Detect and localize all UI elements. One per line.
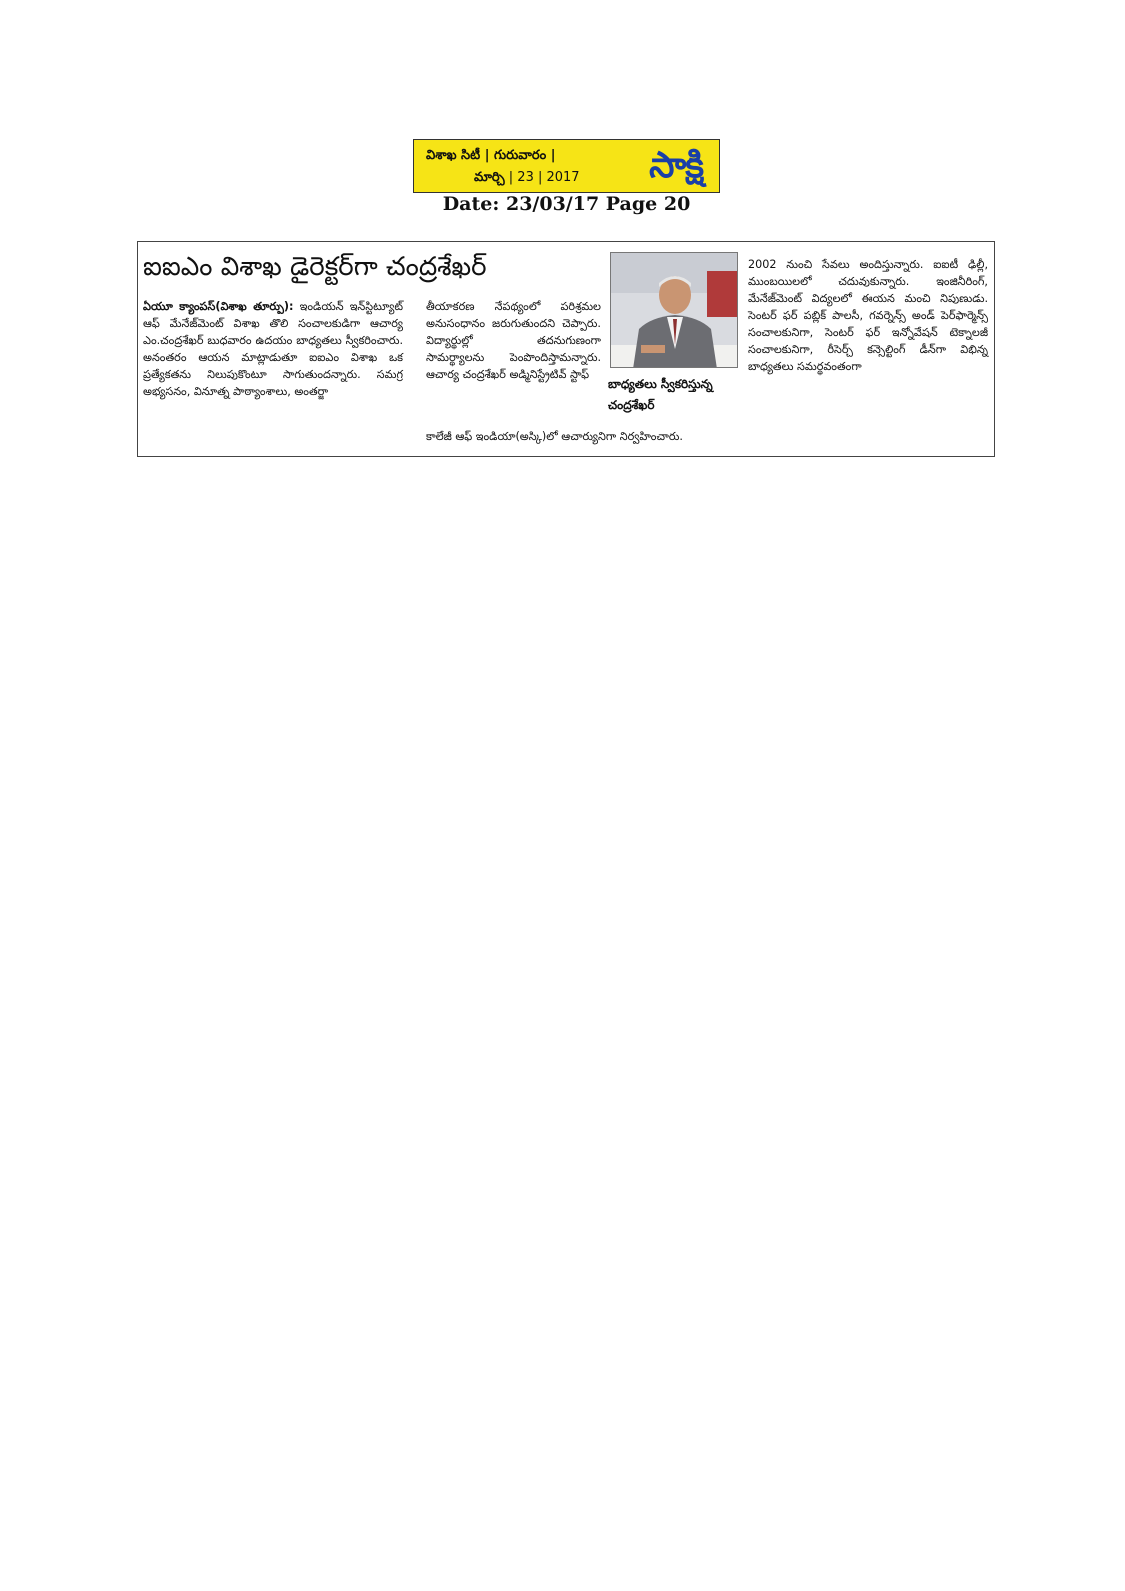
- article-headline: ఐఐఎం విశాఖ డైరెక్టర్‌గా చంద్రశేఖర్: [143, 252, 487, 282]
- masthead-month: మార్చి: [474, 170, 505, 185]
- news-clipping: [137, 241, 995, 457]
- article-column-3: [748, 256, 988, 375]
- column-2-text: తీయాకరణ నేపథ్యంలో పరిశ్రమల అనుసంధానం జరుగుతుందని చెప్పారు. విద్యార్థుల్లో తదనుగుణంగా సామర్థ్యాలను పెంపొందిస్తామన్నారు. ఆచార్య చంద్రశేఖర్ అడ్మినిస్ట్రేటివ్ స్టాఫ్: [426, 300, 601, 381]
- date-page-line: Date: 23/03/17 Page 20: [442, 193, 691, 215]
- photo-caption: బాధ్యతలు స్వీకరిస్తున్న చంద్రశేఖర్: [608, 377, 713, 412]
- article-column-1: [143, 298, 403, 400]
- article-column-2: [426, 298, 601, 383]
- sakshi-logo: సాక్షి: [649, 145, 703, 186]
- portrait-image: [611, 253, 738, 368]
- director-photo: [610, 252, 738, 368]
- dateline: ఏయూ క్యాంపస్(విశాఖ తూర్పు):: [143, 300, 294, 313]
- column-3-text: 2002 నుంచి సేవలు అందిస్తున్నారు. ఐఐటీ ఢిల్లీ, ముంబయిలలో చదువుకున్నారు. ఇంజినీరింగ్, మేనేజ్‌మెంట్ విద్యలలో ఈయన మంచి నిపుణుడు. సెంటర్ ఫర్ పబ్లిక్ పాలసీ, గవర్నెన్స్ అండ్ పెర్‌ఫార్మెన్స్ సంచాలకునిగా, సెంటర్ ఫర్ ఇన్నోవేషన్ టెక్నాలజీ సంచాలకునిగా, రీసెర్చ్ కన్సెల్టింగ్ డీన్‌గా విభిన్న బాధ్యతలు సమర్థవంతంగా: [748, 258, 988, 373]
- masthead-date-line: [474, 170, 580, 188]
- newspaper-masthead: [413, 139, 720, 193]
- column-1-text: ఇండియన్ ఇన్‌స్టిట్యూట్ ఆఫ్ మేనేజ్‌మెంట్ విశాఖ తొలి సంచాలకుడిగా ఆచార్య ఎం.చంద్రశేఖర్ బుధవారం ఉదయం బాధ్యతలు స్వీకరించారు. అనంతరం ఆయన మాట్లాడుతూ ఐఐఎం విశాఖ ఒక ప్రత్యేకతను నిలుపుకొంటూ సాగుతుందన్నారు. సమగ్ర అభ్యసనం, వినూత్న పాఠ్యాంశాలు, అంతర్జా: [143, 300, 403, 398]
- masthead-edition-line: విశాఖ సిటీ | గురువారం |: [426, 148, 556, 163]
- masthead-date: | 23 | 2017: [508, 170, 580, 185]
- article-tail-line: కాలేజీ ఆఫ్ ఇండియా(అస్కి)లో ఆచార్యునిగా నిర్వహించారు.: [426, 430, 683, 443]
